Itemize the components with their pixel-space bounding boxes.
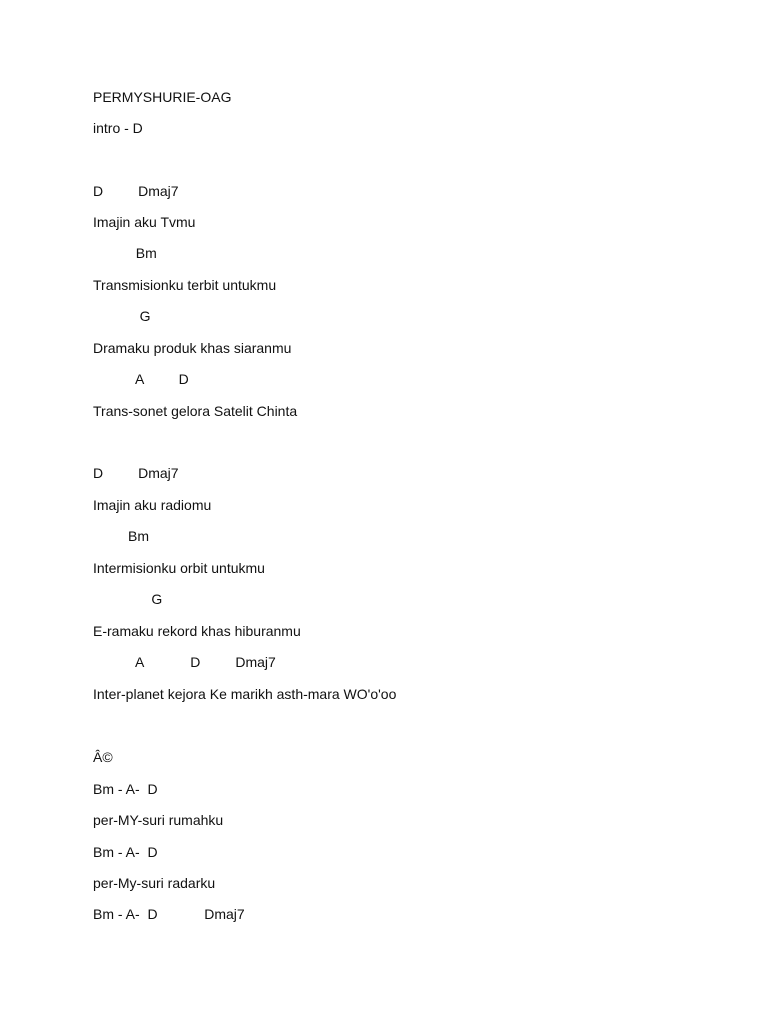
intro-line: intro - D [93,120,143,136]
chord-line: A D Dmaj7 [93,654,276,670]
section-marker: Â© [93,749,113,765]
chord-line: D Dmaj7 [93,465,179,481]
chord-line: Bm [93,245,157,261]
lyric-line: Transmisionku terbit untukmu [93,277,277,293]
chord-line: Bm - A- D [93,844,158,860]
lyric-line: per-My-suri radarku [93,875,216,891]
lyric-line: per-MY-suri rumahku [93,812,224,828]
chord-line: Bm - A- D Dmaj7 [93,906,245,922]
chord-line: A D [93,371,189,387]
lyric-line: Imajin aku Tvmu [93,214,196,230]
chord-line: Bm - A- D [93,781,158,797]
chord-line: Bm [93,528,150,544]
lyric-line: Imajin aku radiomu [93,497,212,513]
lyric-line: Intermisionku orbit untukmu [93,560,265,576]
lyric-line: E-ramaku rekord khas hiburanmu [93,623,301,639]
chord-line: G [93,591,163,607]
chord-line: G [93,308,151,324]
song-title: PERMYSHURIE-OAG [93,89,232,105]
chord-line: D Dmaj7 [93,183,179,199]
lyric-line: Dramaku produk khas siaranmu [93,340,292,356]
lyric-line: Trans-sonet gelora Satelit Chinta [93,403,298,419]
lyric-line: Inter-planet kejora Ke marikh asth-mara WO'o'oo [93,686,397,702]
